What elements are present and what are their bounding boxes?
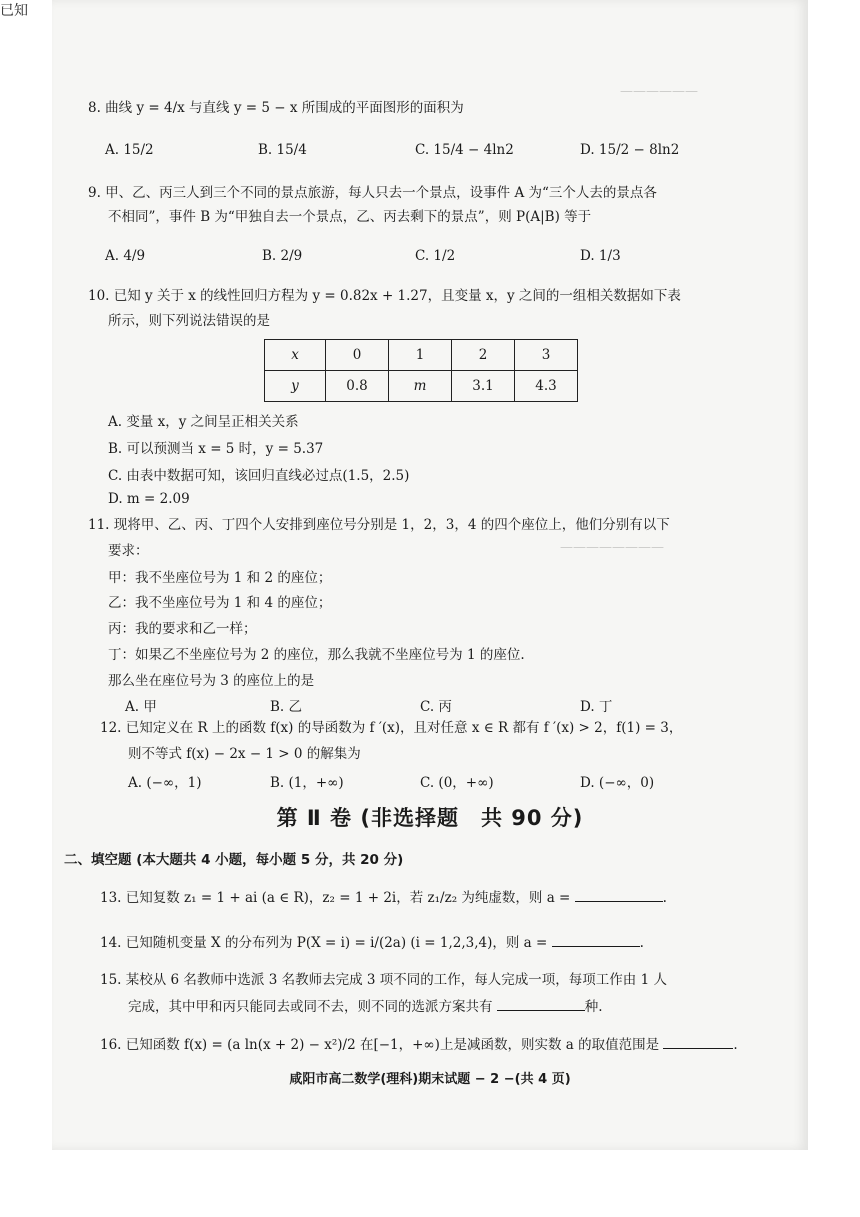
q11-option-d: D. 丁 — [580, 699, 613, 715]
table-cell: 3.1 — [452, 371, 515, 402]
q11-condition: 丙：我的要求和乙一样； — [108, 621, 257, 637]
q16-end: . — [733, 1037, 738, 1053]
q9-stem-line2: 不相同”，事件 B 为“甲独自去一个景点，乙、丙去剩下的景点”，则 P(A|B) 等于 — [108, 209, 592, 225]
q10-option-b: B. 可以预测当 x = 5 时，y = 5.37 — [108, 441, 324, 457]
q13-stem — [100, 887, 667, 908]
q8-stem: 8. 曲线 y = 4/x 与直线 y = 5 − x 所围成的平面图形的面积为 — [88, 100, 464, 116]
q8-option-a: A. 15/2 — [105, 142, 154, 158]
q12-option-a: A. (−∞，1) — [128, 775, 202, 791]
table-cell: x — [265, 340, 326, 371]
q10-stem-line2: 所示，则下列说法错误的是 — [108, 313, 270, 329]
q11-stem-line1: 11. 现将甲、乙、丙、丁四个人安排到座位号分别是 1，2，3，4 的四个座位上，他们分别有以下 — [88, 517, 670, 533]
q11-stem-line2: 要求： — [108, 543, 149, 559]
q9-option-d: D. 1/3 — [580, 248, 621, 264]
page-footer: 咸阳市高二数学(理科)期末试题 − 2 −(共 4 页) — [289, 1072, 571, 1087]
q15-stem-line1: 15. 某校从 6 名教师中选派 3 名教师去完成 3 项不同的工作，每人完成一项，每项工作由 1 人 — [100, 972, 667, 988]
q11-option-b: B. 乙 — [270, 699, 303, 715]
q9-option-a: A. 4/9 — [105, 248, 146, 264]
q13-answer-blank[interactable] — [575, 887, 663, 902]
q11-condition: 丁：如果乙不坐座位号为 2 的座位，那么我就不坐座位号为 1 的座位. — [108, 647, 525, 663]
table-cell: 4.3 — [515, 371, 578, 402]
q9-stem-line1: 9. 甲、乙、丙三人到三个不同的景点旅游，每人只去一个景点，设事件 A 为“三个人去的景点各 — [88, 185, 657, 201]
q11-option-c: C. 丙 — [420, 699, 452, 715]
q16-text: 16. 已知函数 f(x) = (a ln(x + 2) − x²)/2 在[−1，+∞)上是减函数，则实数 a 的取值范围是 — [100, 1037, 660, 1053]
table-cell: y — [265, 371, 326, 402]
q14-end: . — [639, 935, 644, 951]
q8-option-d: D. 15/2 − 8ln2 — [580, 142, 680, 158]
q13-end: . — [662, 890, 667, 906]
q11-condition: 甲：我不坐座位号为 1 和 2 的座位； — [108, 570, 332, 586]
q10-option-d: D. m = 2.09 — [108, 491, 190, 507]
q8-option-c: C. 15/4 − 4ln2 — [415, 142, 514, 158]
q12-option-c: C. (0，+∞) — [420, 775, 494, 791]
table-cell: 3 — [515, 340, 578, 371]
q16-stem — [100, 1034, 738, 1055]
q11-condition: 乙：我不坐座位号为 1 和 4 的座位； — [108, 595, 332, 611]
q11-option-a: A. 甲 — [125, 699, 157, 715]
q16-answer-blank[interactable] — [663, 1034, 733, 1049]
fill-in-heading: 二、填空题 (本大题共 4 小题，每小题 5 分，共 20 分) — [64, 852, 404, 868]
q12-stem-line1: 12. 已知定义在 R 上的函数 f(x) 的导函数为 f ′(x)，且对任意 x ∈ R 都有 f ′(x) > 2，f(1) = 3， — [100, 720, 683, 736]
q15-stem-line2 — [128, 996, 603, 1017]
q10-option-a: A. 变量 x，y 之间呈正相关关系 — [108, 414, 299, 430]
q10-stem-line1: 10. 已知 y 关于 x 的线性回归方程为 y = 0.82x + 1.27，且变量 x，y 之间的一组相关数据如下表 — [88, 288, 681, 304]
q13-text: 13. 已知复数 z₁ = 1 + ai (a ∈ R)，z₂ = 1 + 2i，若 z₁/z₂ 为纯虚数，则 a = — [100, 890, 571, 906]
table-cell: 2 — [452, 340, 515, 371]
table-cell: 0.8 — [326, 371, 389, 402]
section-title: 第 Ⅱ 卷 (非选择题 共 90 分) — [276, 806, 584, 830]
q10-option-c: C. 由表中数据可知，该回归直线必过点(1.5，2.5) — [108, 468, 410, 484]
q14-answer-blank[interactable] — [552, 932, 640, 947]
q9-option-c: C. 1/2 — [415, 248, 456, 264]
table-cell: 0 — [326, 340, 389, 371]
scan-margin — [52, 1150, 808, 1217]
q15-text: 完成，其中甲和丙只能同去或同不去，则不同的选派方案共有 — [128, 999, 493, 1015]
q9-option-b: B. 2/9 — [262, 248, 303, 264]
q14-text: 14. 已知随机变量 X 的分布列为 P(X = i) = i/(2a) (i = 1,2,3,4)，则 a = — [100, 935, 548, 951]
header-fragment: 已知 — [0, 3, 28, 19]
table-row — [265, 340, 578, 371]
q15-answer-blank[interactable] — [497, 996, 585, 1011]
q15-end: 种. — [584, 999, 603, 1015]
table-cell: m — [389, 371, 452, 402]
table-row — [265, 371, 578, 402]
bleed-through-mark: ———————— — [560, 540, 664, 555]
q14-stem — [100, 932, 644, 953]
q12-option-d: D. (−∞，0) — [580, 775, 655, 791]
table-cell: 1 — [389, 340, 452, 371]
q10-data-table — [264, 339, 578, 402]
q12-option-b: B. (1，+∞) — [270, 775, 344, 791]
bleed-through-mark: —————— — [620, 84, 698, 99]
q12-stem-line2: 则不等式 f(x) − 2x − 1 > 0 的解集为 — [128, 746, 361, 762]
q11-question: 那么坐在座位号为 3 的座位上的是 — [108, 673, 315, 689]
q8-option-b: B. 15/4 — [258, 142, 307, 158]
